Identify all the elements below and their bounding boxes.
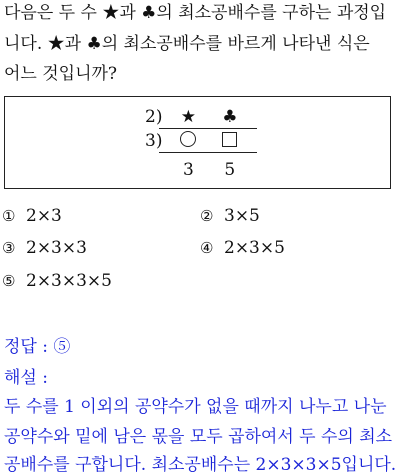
option-4[interactable]: ④ 2×3×5 xyxy=(200,238,285,258)
square-blank xyxy=(212,131,248,151)
club-symbol: ♣ xyxy=(222,107,238,127)
division-box xyxy=(4,96,391,189)
question-line-2: 니다. ★과 ♣의 최소공배수를 바르게 나타낸 식은 xyxy=(4,34,370,54)
option-2[interactable]: ② 3×5 xyxy=(200,206,260,226)
circle-blank xyxy=(170,131,206,151)
option-3[interactable]: ③ 2×3×3 xyxy=(2,238,87,258)
square-icon xyxy=(222,132,237,147)
divisor-2: 2) xyxy=(145,107,163,127)
explanation-line-1: 두 수를 1 이외의 공약수가 없을 때까지 나누고 나눈 xyxy=(4,397,387,417)
explanation-line-3: 공배수를 구합니다. 최소공배수는 2×3×3×5입니다. xyxy=(4,455,397,475)
division-row-2 xyxy=(145,131,248,151)
answer-label: 정답 : ⑤ xyxy=(4,337,71,357)
circle-icon xyxy=(180,131,196,147)
division-line-1 xyxy=(159,128,257,129)
question-line-1: 다음은 두 수 ★과 ♣의 최소공배수를 구하는 과정입 xyxy=(4,3,387,23)
option-1[interactable]: ① 2×3 xyxy=(2,206,62,226)
explanation-label: 해설 : xyxy=(4,368,48,388)
option-5[interactable]: ⑤ 2×3×3×5 xyxy=(2,271,112,291)
question-line-3: 어느 것입니까? xyxy=(4,64,118,84)
quotient-3: 3 xyxy=(182,160,194,180)
explanation-line-2: 공약수와 밑에 남은 몫을 모두 곱하여서 두 수의 최소 xyxy=(4,427,393,447)
division-row-1 xyxy=(145,107,248,127)
division-row-3 xyxy=(145,160,248,180)
division-line-2 xyxy=(159,152,257,153)
ladder-division xyxy=(145,107,265,185)
quotient-5: 5 xyxy=(224,160,236,180)
divisor-3: 3) xyxy=(145,131,163,151)
star-symbol: ★ xyxy=(180,107,197,127)
